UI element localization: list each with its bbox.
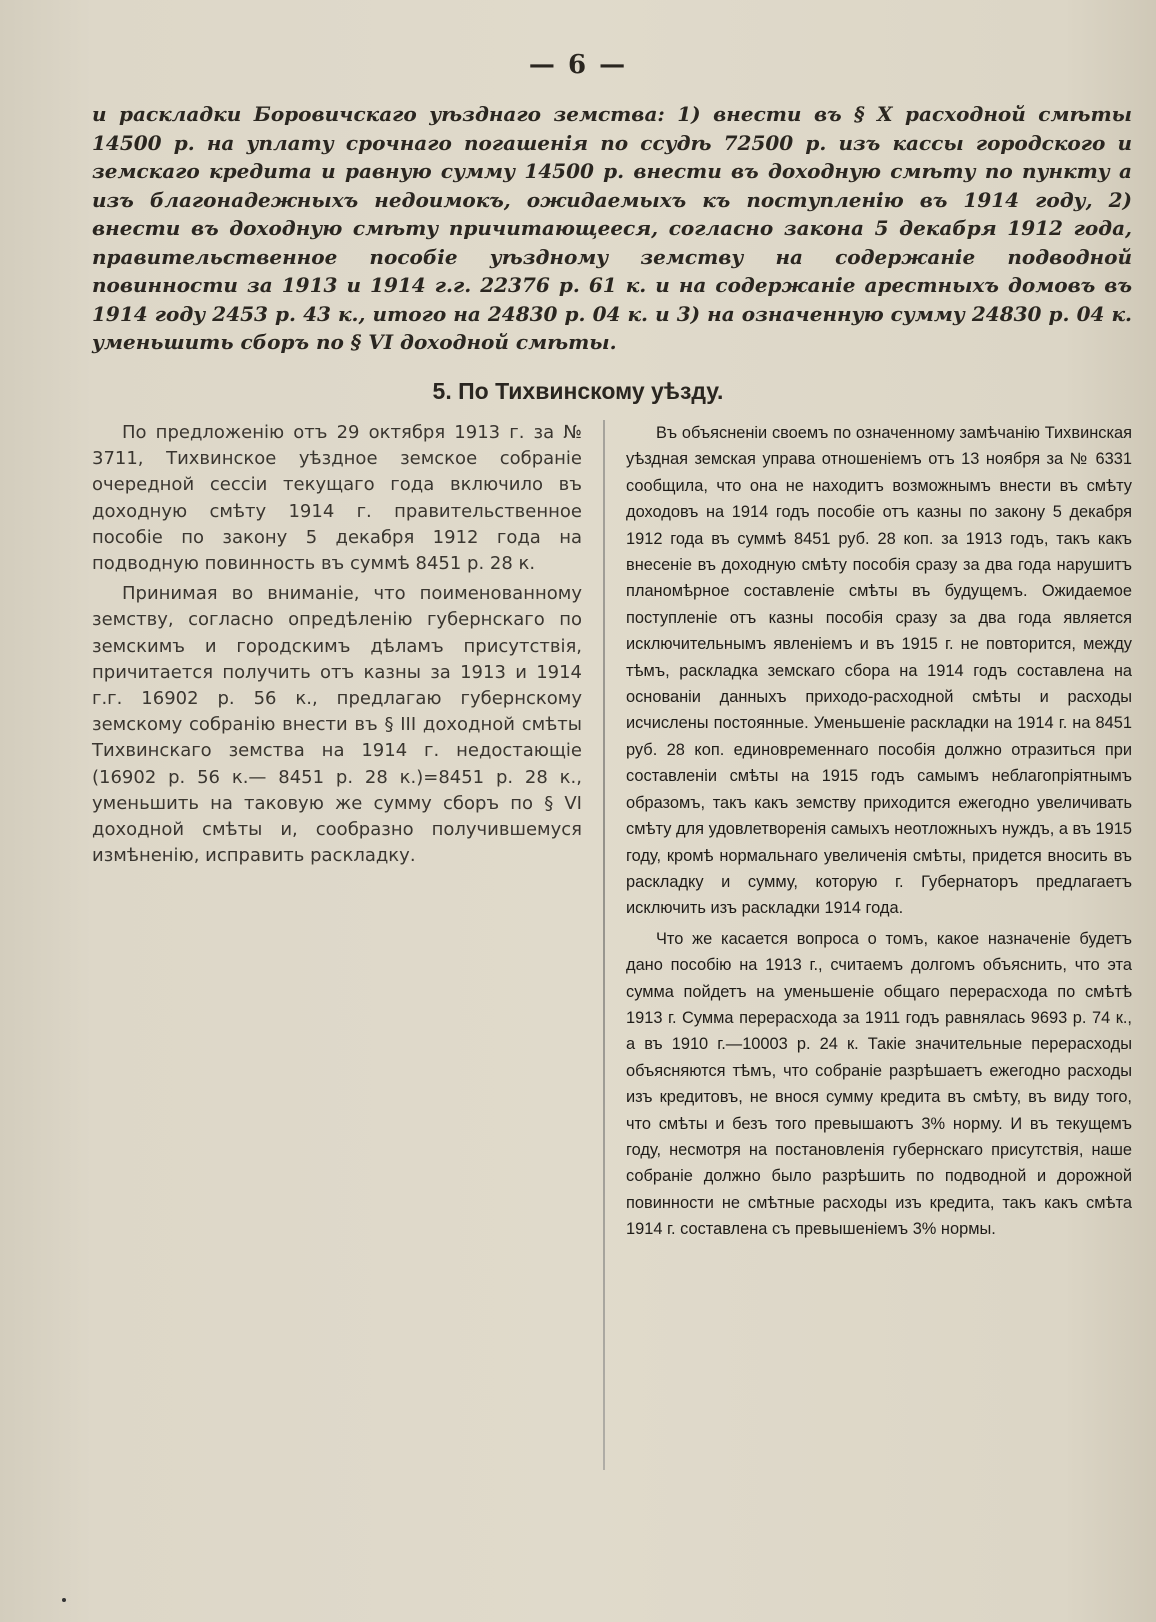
page-number: — 6 — — [528, 50, 628, 80]
continued-paragraph: и раскладки Боровичскаго уѣзднаго земства: 1) внести въ § X расходной смѣты 14500 р. на уплату срочнаго погашенія по ссудѣ 72500 р. изъ кассы городского и земскаго кредита и равную сумму 14500 р. внести въ доходную смѣту по пункту а изъ благонадежныхъ недоимокъ, ожидаемыхъ къ поступленію въ 1914 году, 2) внести въ доходную смѣту причитающееся, согласно закона 5 декабря 1912 года, правительственное пособіе уѣздному земству на содержаніе подводной повинности за 1913 и 1914 г.г. 22376 р. 61 к. и на содержаніе арестныхъ домовъ въ 1914 году 2453 р. 43 к., итого на 24830 р. 04 к. и 3) на означенную сумму 24830 р. 04 к. уменьшить сборъ по § VI доходной смѣты. — [92, 102, 1132, 354]
left-paragraph-1: По предложенію отъ 29 октября 1913 г. за № 3711, Тихвинское уѣздное земское собраніе очередной сессіи текущаго года включило въ доходную смѣту 1914 г. правительственное пособіе по закону 5 декабря 1912 года на подводную повинность въ суммѣ 8451 р. 28 к. — [92, 422, 582, 575]
right-column — [626, 420, 1132, 1243]
paper-speck — [62, 1598, 66, 1602]
section-heading: 5. По Тихвинскому уѣзду. — [432, 378, 724, 404]
left-column — [92, 420, 582, 869]
right-paragraph-2: Что же касается вопроса о томъ, какое назначеніе будетъ дано пособію на 1913 г., считаемъ долгомъ объяснить, что эта сумма пойдетъ на уменьшеніе общаго перерасхода по смѣтѣ 1913 г. Сумма перерасхода за 1911 годъ равнялась 9693 р. 74 к., а въ 1910 г.—10003 р. 24 к. Такіе значительные перерасходы объясняются тѣмъ, что собраніе разрѣшаетъ ежегодно расходы изъ кредитовъ, не внося сумму кредита въ смѣту, въ виду того, что смѣты и безъ того превышаютъ 3% норму. И въ текущемъ году, несмотря на постановленія губернскаго присутствія, наше собраніе должно было разрѣшить по подводной и дорожной повинности не смѣтные расходы изъ кредита, такъ какъ смѣта 1914 г. составлена съ превышеніемъ 3% нормы. — [626, 929, 1132, 1239]
left-paragraph-2: Принимая во вниманіе, что поименованному земству, согласно опредѣленію губернскаго по земскимъ и городскимъ дѣламъ присутствія, причитается получить отъ казны за 1913 и 1914 г.г. 16902 р. 56 к., предлагаю губернскому земскому собранію внести въ § III доходной смѣты Тихвинскаго земства на 1914 г. недостающіе (16902 р. 56 к.— 8451 р. 28 к.)=8451 р. 28 к., уменьшить на таковую же сумму сборъ по § VI доходной смѣты и, сообразно получившемуся измѣненію, исправить раскладку. — [92, 583, 582, 867]
column-divider — [603, 420, 605, 1470]
right-paragraph-1: Въ объясненіи своемъ по означенному замѣчанію Тихвинская уѣздная земская управа отношеніемъ отъ 13 ноября за № 6331 сообщила, что она не находитъ возможнымъ внести въ смѣту доходовъ на 1914 годъ пособіе отъ казны по закону 5 декабря 1912 года въ суммѣ 8451 руб. 28 коп. за 1913 годъ, такъ какъ внесеніе въ доходную смѣту пособія сразу за два года нарушитъ планомѣрное составленіе смѣты въ будущемъ. Ожидаемое поступленіе отъ казны пособія сразу за два года является исключительнымъ явленіемъ и въ 1915 г. не повторится, между тѣмъ, раскладка земскаго сбора на 1914 годъ составлена на основаніи данныхъ приходо-расходной смѣты и расходы исчислены постоянные. Уменьшеніе раскладки на 1914 г. на 8451 руб. 28 коп. единовременнаго пособія должно отразиться при составленіи смѣты на 1915 годъ самымъ неблагопріятнымъ образомъ, такъ какъ земству приходится ежегодно увеличивать смѣту для удовлетворенія самыхъ неотложныхъ нуждъ, а въ 1915 году, кромѣ нормальнаго увеличенія смѣты, придется вносить въ раскладку и сумму, которую г. Губернаторъ предлагаетъ исключить изъ раскладки 1914 года. — [626, 424, 1132, 918]
